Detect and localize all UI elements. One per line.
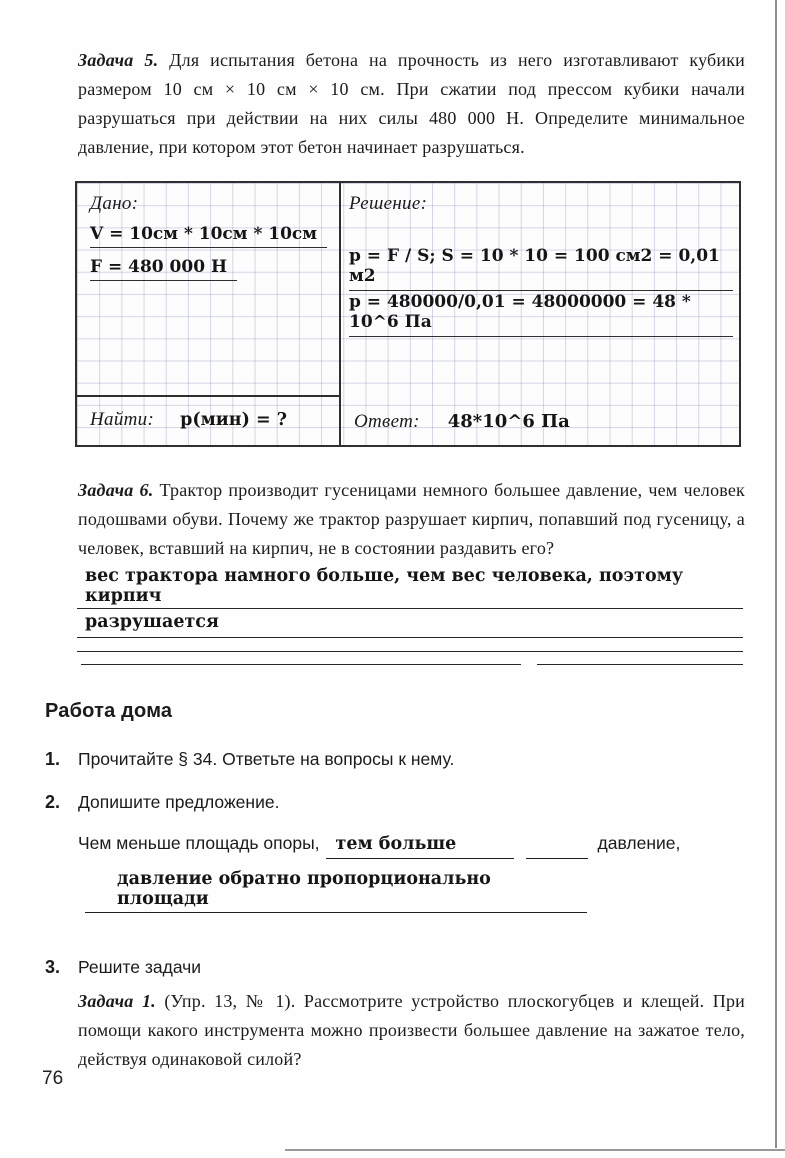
fill-in-line-2 xyxy=(85,869,587,913)
task5-paragraph xyxy=(78,46,745,162)
item-3-text: Решите задачи xyxy=(78,957,202,977)
task6-answer-text-2: разрушается xyxy=(85,612,219,632)
item-3-number: 3. xyxy=(45,957,61,977)
item-2-text: Допишите предложение. xyxy=(78,792,280,812)
homework-task1-paragraph xyxy=(78,987,745,1074)
find-value: р(мин) = ? xyxy=(180,410,287,430)
task6-answer-line-1 xyxy=(77,565,743,609)
solution-column xyxy=(341,183,739,445)
blank-answer-line-1 xyxy=(77,638,743,652)
homework-item-2 xyxy=(45,790,745,814)
homework-item-3 xyxy=(45,955,745,979)
fill-in-answer-1: тем больше xyxy=(335,834,457,854)
solution-box xyxy=(75,181,741,447)
blank-line-segment xyxy=(81,652,521,665)
solution-label: Решение: xyxy=(349,193,428,214)
fill-in-field-1 xyxy=(326,830,514,859)
blank-answer-line-2 xyxy=(81,652,743,665)
answer-value: 48*10^6 Па xyxy=(447,411,570,432)
page-edge-right xyxy=(775,0,777,1148)
solution-step-2: p = 480000/0,01 = 48000000 = 48 * 10^6 Па xyxy=(349,291,733,337)
solution-step-1: p = F / S; S = 10 * 10 = 100 см2 = 0,01 м2 xyxy=(349,245,733,291)
given-label: Дано: xyxy=(90,193,139,214)
fill-in-field-empty xyxy=(526,840,588,859)
task5-label: Задача 5. xyxy=(78,50,159,70)
given-area xyxy=(77,183,339,395)
find-label: Найти: xyxy=(90,409,155,430)
given-volume-value: V = 10см * 10см * 10см xyxy=(90,224,327,248)
task5-text: Для испытания бетона на прочность из него изготавливают кубики размером 10 см × 10 см × 10 см. При сжатии под прессом кубики начали разрушаться при действии на них силы 480 000 Н. Определите минимальное давление, при котором этот бетон начинает разрушаться. xyxy=(78,50,746,157)
solution-steps xyxy=(349,245,733,337)
item-1-number: 1. xyxy=(45,749,61,769)
fill-in-answer-2: давление обратно пропорционально площади xyxy=(117,869,491,909)
task6-text: Трактор производит гусеницами немного большее давление, чем человек подошвами обуви. Почему же трактор разрушает кирпич, попавший под гусеницу, а человек, вставший на кирпич, не в состоянии раздавить его? xyxy=(78,480,745,558)
sentence-prefix: Чем меньше площадь опоры, xyxy=(78,833,320,853)
item-2-number: 2. xyxy=(45,792,61,812)
task6-paragraph xyxy=(78,476,745,563)
blank-line-segment xyxy=(537,652,743,665)
fill-in-sentence xyxy=(78,830,745,859)
homework-item-1 xyxy=(45,747,745,771)
answer-area xyxy=(349,411,733,433)
task6-label: Задача 6. xyxy=(78,480,154,500)
homework-task1-label: Задача 1. xyxy=(78,991,156,1011)
task6-answer-text-1: вес трактора намного больше, чем вес человека, поэтому кирпич xyxy=(85,566,684,606)
item-1-text: Прочитайте § 34. Ответьте на вопросы к нему. xyxy=(78,749,455,769)
given-column xyxy=(77,183,341,445)
page-number: 76 xyxy=(42,1068,64,1089)
homework-task1-text: (Упр. 13, № 1). Рассмотрите устройство плоскогубцев и клещей. При помощи какого инструмента можно произвести большее давление на зажатое тело, действуя одинаковой силой? xyxy=(78,991,745,1069)
task6-answer-line-2 xyxy=(77,611,743,638)
given-force-value: F = 480 000 Н xyxy=(90,257,237,281)
homework-title: Работа дома xyxy=(45,700,173,722)
sentence-suffix: давление, xyxy=(597,833,681,853)
page-edge-bottom xyxy=(285,1149,785,1151)
find-area xyxy=(77,395,339,445)
answer-label: Ответ: xyxy=(354,411,420,432)
